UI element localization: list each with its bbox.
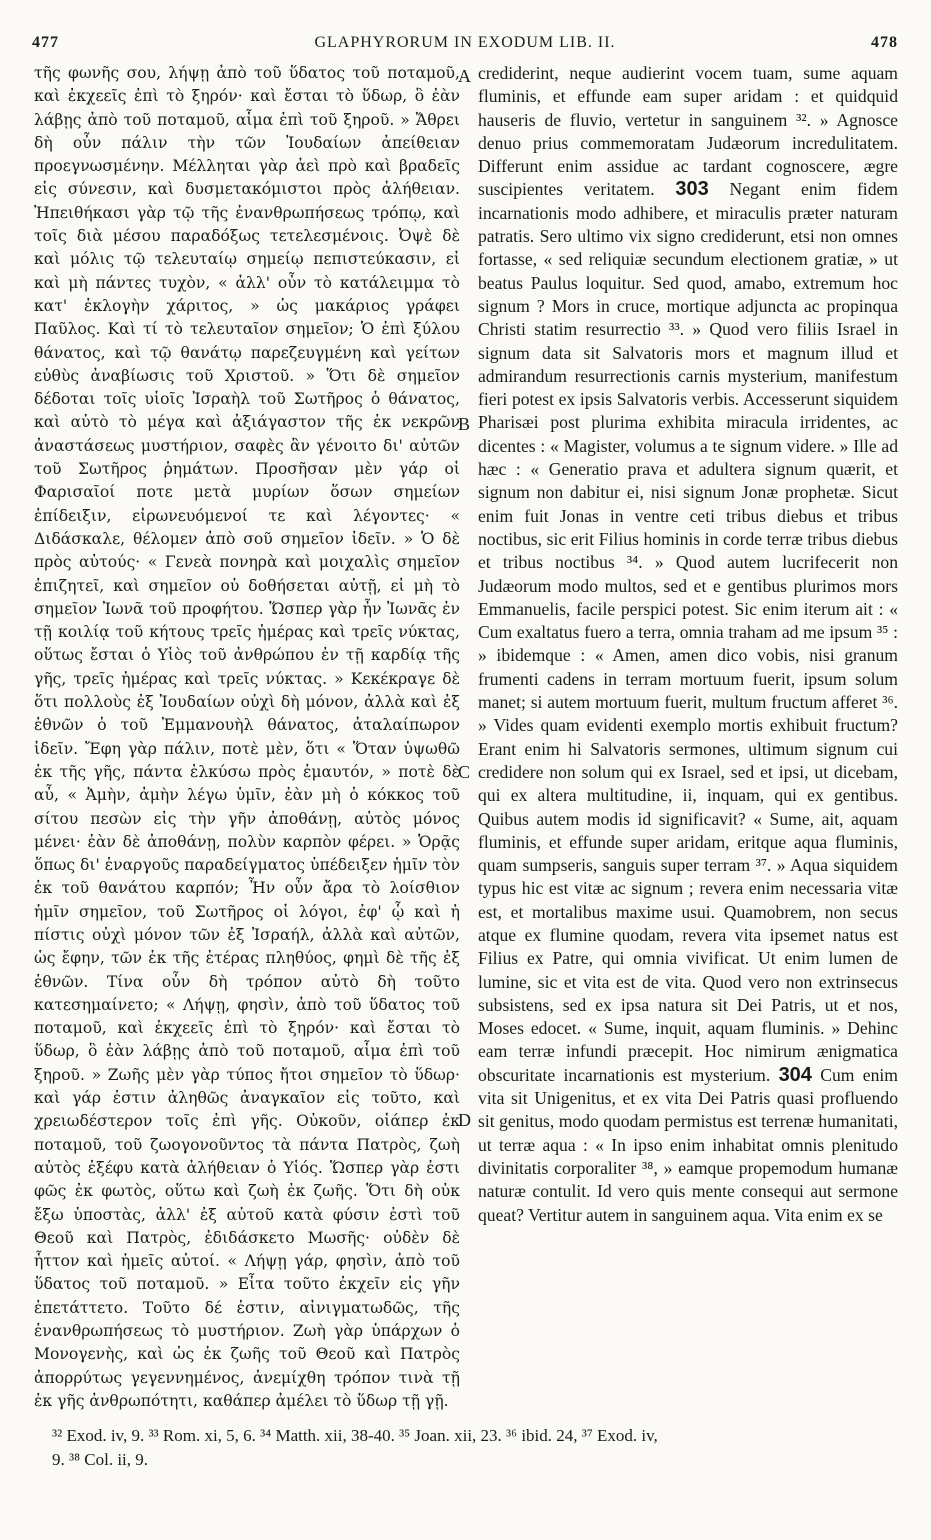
running-title: GLAPHYRORUM IN EXODUM LIB. II. bbox=[314, 34, 616, 51]
page-header bbox=[30, 30, 900, 56]
footnote-line-2: 9. ³⁸ Col. ii, 9. bbox=[52, 1450, 149, 1469]
page-number-right: 478 bbox=[871, 34, 898, 51]
latin-text bbox=[478, 62, 898, 1227]
page-mark-304: 304 bbox=[778, 1063, 812, 1086]
greek-text: τῆς φωνῆς σου, λήψῃ ἀπὸ τοῦ ὕδατος τοῦ ποταμοῦ, καὶ ἐκχεεῖς ἐπὶ τὸ ξηρόν· καὶ ἔσται τὸ ὕδωρ, ὃ ἐὰν λάβῃς ἀπὸ τοῦ ποταμοῦ, αἷμα ἐπὶ τοῦ ξηροῦ. » Ἄθρει δὴ οὖν πάλιν τὴν τῶν Ἰουδαίων ἀπείθειαν προεγνωσμένην. Μέλληται γὰρ ἀεὶ πρὸ καὶ βραδεῖς εἰς σύνεσιν, καὶ δυσμετακόμιστοι πρὸς ἀλήθειαν. Ἠπειθήκασι γὰρ τῷ τῆς ἐνανθρωπήσεως τρόπῳ, καὶ τοῖς διὰ μέσου παραδόξως τετελεσμένοις. Ὀψὲ δὲ καὶ μόλις τῷ τελευταίῳ σημείῳ πεπιστεύκασιν, εἰ καὶ μὴ πάντες τυχὸν, « ἀλλ' οὖν τὸ κατάλειμμα τὸ κατ' ἐκλογὴν χάριτος, » ὡς μακάριος γράφει Παῦλος. Καὶ τί τὸ τελευταῖον σημεῖον; Ὁ ἐπὶ ξύλου θάνατος, καὶ τῷ θανάτῳ παρεζευγμένη καὶ γείτων εὐθὺς ἀναβίωσις τοῦ Χριστοῦ. » Ὅτι δὲ σημεῖον δέδοται τοῖς υἱοῖς Ἰσραὴλ τοῦ Σωτῆρος ὁ θάνατος, καὶ αὐτὸ τὸ μέγα καὶ ἀξιάγαστον τῆς ἐκ νεκρῶν ἀναστάσεως μυστήριον, σαφὲς ἂν γένοιτο δι' αὐτῶν τοῦ Σωτῆρος ῥημάτων. Προσῆσαν μὲν γάρ οἱ Φαρισαῖοί ποτε μετὰ μυρίων ὅσων σημείων ἐπίδειξιν, εἰρωνευόμενοί τε καὶ λέγοντες· « Διδάσκαλε, θέλομεν ἀπὸ σοῦ σημεῖον ἰδεῖν. » Ὁ δὲ πρὸς αὐτούς· « Γενεὰ πονηρὰ καὶ μοιχαλὶς σημεῖον ἐπιζητεῖ, καὶ σημεῖον οὐ δοθήσεται αὐτῇ, εἰ μὴ τὸ σημεῖον Ἰωνᾶ τοῦ προφήτου. Ὥσπερ γὰρ ἦν Ἰωνᾶς ἐν τῇ κοιλίᾳ τοῦ κήτους τρεῖς ἡμέρας καὶ τρεῖς νύκτας, οὕτως ἔσται ὁ Υἱὸς τοῦ ἀνθρώπου ἐν τῇ καρδίᾳ τῆς γῆς, τρεῖς ἡμέρας καὶ τρεῖς νύκτας. » Κεκέκραγε δὲ ὅτι πολλοὺς ἐξ Ἰουδαίων οὐχὶ δὴ μόνον, ἀλλὰ καὶ ἐξ ἐθνῶν ὁ τοῦ Ἐμμανουὴλ θάνατος, ἀταλαίπωρον ἰδεῖν. Ἔφη γὰρ πάλιν, ποτὲ μὲν, ὅτι « Ὅταν ὑψωθῶ ἐκ τῆς γῆς, πάντα ἑλκύσω πρὸς ἐμαυτόν, » ποτὲ δὲ αὖ, « Ἀμὴν, ἀμὴν λέγω ὑμῖν, ἐὰν μὴ ὁ κόκκος τοῦ σίτου πεσὼν εἰς τὴν γῆν ἀποθάνῃ, αὐτὸς μόνος μένει· ἐὰν δὲ ἀποθάνῃ, πολὺν καρπὸν φέρει. » Ὁρᾷς ὅπως δι' ἐναργοῦς παραδείγματος ὑπέδειξεν ἡμῖν τὸν ἐκ τοῦ θανάτου καρπόν; Ἦν οὖν ἄρα τὸ λοίσθιον ἡμῖν σημεῖον, τοῦ Σωτῆρος οἱ λόγοι, ἐφ' ᾧ καὶ ἡ πίστις οὐχὶ μόνον τῶν ἐξ Ἰσραήλ, ἀλλὰ καὶ αὐτῶν, ὡς ἔφην, τῶν ἐκ τῆς ἑτέρας πληθύος, φημὶ δὲ τῆς ἐξ ἐθνῶν. Τίνα οὖν δὴ τρόπον αὐτὸ δὴ τοῦτο κατεσημαίνετο; « Λήψῃ, φησὶν, ἀπὸ τοῦ ὕδατος τοῦ ποταμοῦ, καὶ ἐκχεεῖς ἐπὶ τὸ ξηρόν· καὶ ἔσται τὸ ὕδωρ, ὃ ἐὰν λάβῃς ἀπὸ τοῦ ποταμοῦ, αἷμα ἐπὶ τοῦ ξηροῦ. » Ζωῆς μὲν γὰρ τύπος ἤτοι σημεῖον τὸ ὕδωρ· καὶ γάρ ἐστιν ἀληθῶς ἀναγκαῖον εἰς τοῦτο, καὶ χρειωδέστερον τοῖς ἐπὶ γῆς. Οὐκοῦν, οἱάπερ ἐκ ποταμοῦ, τοῦ ζωογονοῦντος τὰ πάντα Πατρὸς, ζωὴ αὐτὸς ἐξέφυ κατὰ ἀλήθειαν ὁ Υἱός. Ὥσπερ γὰρ ἐστι φῶς ἐκ φωτὸς, οὕτω καὶ ζωὴ ἐκ ζωῆς. Ὅτι δὴ οὐκ ἔξω ὑποστὰς, ἀλλ' ἐξ αὐτοῦ κατὰ φύσιν ἐστὶ τοῦ Θεοῦ καὶ Πατρὸς, ἐδιδάσκετο Μωσῆς· οὐδὲν δὲ ἧττον καὶ ἡμεῖς αὐτοί. « Λήψῃ γάρ, φησὶν, ἀπὸ τοῦ ὕδατος τοῦ ποταμοῦ. » Εἶτα τοῦτο ἐκχεῖν εἰς γῆν ἐπετάττετο. Τοῦτο δέ ἐστιν, αἰνιγματωδῶς, τῆς ἐνανθρωπήσεως τὸ μυστήριον. Ζωὴ γὰρ ὑπάρχων ὁ Μονογενὴς, καὶ ὡς ἐκ ζωῆς τοῦ Θεοῦ καὶ Πατρὸς ἀπορρύτως γεγεννημένος, ἀνεμίχθη τρόπον τινὰ τῇ ἐκ γῆς ἀνθρωπότητι, καθάπερ ἀμέλει τὸ ὕδωρ τῇ γῇ. bbox=[34, 64, 460, 1410]
section-marker-d: D bbox=[458, 1110, 471, 1130]
greek-column bbox=[34, 62, 460, 1422]
footnote-line-1: ³² Exod. iv, 9. ³³ Rom. xi, 5, 6. ³⁴ Matth. xii, 38-40. ³⁵ Joan. xii, 23. ³⁶ ibid. 24, ³⁷ Exod. iv, bbox=[52, 1426, 658, 1445]
latin-column bbox=[478, 62, 898, 1422]
page-mark-303: 303 bbox=[675, 178, 709, 201]
latin-text-part2: Negant enim fidem incarnationis modo adhibere, et miraculis præter naturam patratis. Sero ultimo vix signo crediderunt, etsi non omnes fortasse, « sed reliquiæ secundum electionem gratiæ, » ut beatus Paulus loquitur. Sed quod, amabo, extremum hoc signum ? Mors in cruce, mortique adjuncta ac propinqua Christi statim resurrectio ³³. » Quod vero filiis Israel in signum data sit Salvatoris mors et magnum illud et admirandum resurrectionis carnis mysterium, manifestum fieri potest ex ipsis Salvatoris verbis. Accesserunt siquidem Pharisæi post plurima exhibita miracula irridentes, ac dicentes : « Magister, volumus a te signum videre. » Ille ad hæc : « Generatio prava et adultera signum quærit, et signum non dabitur ei, nisi signum Jonæ prophetæ. Sicut enim fuit Jonas in ventre ceti tribus diebus et tribus noctibus, sic erit Filius hominis in corde terræ tribus diebus et tribus noctibus ³⁴. » Quod autem lucrifecerit non Judæorum modo multos, sed et e gentibus plurimos mors Emmanuelis, facile perspici potest. Sic enim iterum ait : « Cum exaltatus fuero a terra, omnia traham ad me ipsum ³⁵ : » ibidemque : « Amen, amen dico vobis, nisi granum frumenti cadens in terram mortuum fuerit, ipsum solum manet; si autem mortuum fuerit, multum fructum afferet ³⁶. » Vides quam evidenti exemplo mortis exhibuit fructum? Erant enim hi Salvatoris sermones, ultimum signum cui credidere non solum qui ex Israel, sed et ipsi, ut dicebam, qui ex altera multitudine, ii, inquam, qui ex gentibus. Quibus autem modis id significavit? « Sume, ait, aquam fluminis, et effunde super aridam, eritque aqua fluminis, quam sumpseris, sanguis super terram ³⁷. » Aqua siquidem typus hic est vitæ ac signum ; revera enim necessaria vitæ est, et mortalibus maxime usui. Quamobrem, non secus atque ex flumine quodam, revera vita ipsemet natus est Filius ex Patre, qui omnia vivificat. Ut enim lumen de lumine, sic et vita est de vita. Quod vero non extrinsecus subsistens, sed ex ipsa natura sit Dei Patris, ut et nos, Moses edocet. « Sume, inquit, aquam fluminis. » Dehinc eam terræ infundi præcepit. Hoc nimirum ænigmatica obscuritate incarnationis est mysterium. bbox=[478, 179, 898, 1085]
section-marker-c: C bbox=[458, 762, 471, 782]
footnotes bbox=[52, 1424, 902, 1472]
latin-text-part1: crediderint, neque audierint vocem tuam, sume aquam fluminis, et effunde eam super aridam : et quidquid hauseris de fluvio, vertetur in sanguinem ³². » Agnosce denuo prius commemoratam Judæorum incredulitatem. Differunt enim assidue ac tardant cognoscere, ægre suscipientes veritatem. bbox=[478, 63, 898, 200]
section-marker-b: B bbox=[458, 414, 471, 434]
latin-text-part3: Cum enim vita sit Unigenitus, et ex vita Dei Patris quasi profluendo sit genitus, modo quodam permistus est terrenæ humanitati, ut terræ aqua : « In ipso enim inhabitat omnis plenitudo divinitatis corporaliter ³⁸, » eamque propemodum humanæ naturæ contulit. Id vero quis mente consequi aut sermone queat? Vertitur autem in sanguinem aqua. Vita enim ex se bbox=[478, 1064, 898, 1225]
page-number-left: 477 bbox=[32, 34, 59, 51]
section-marker-a: A bbox=[458, 66, 471, 86]
